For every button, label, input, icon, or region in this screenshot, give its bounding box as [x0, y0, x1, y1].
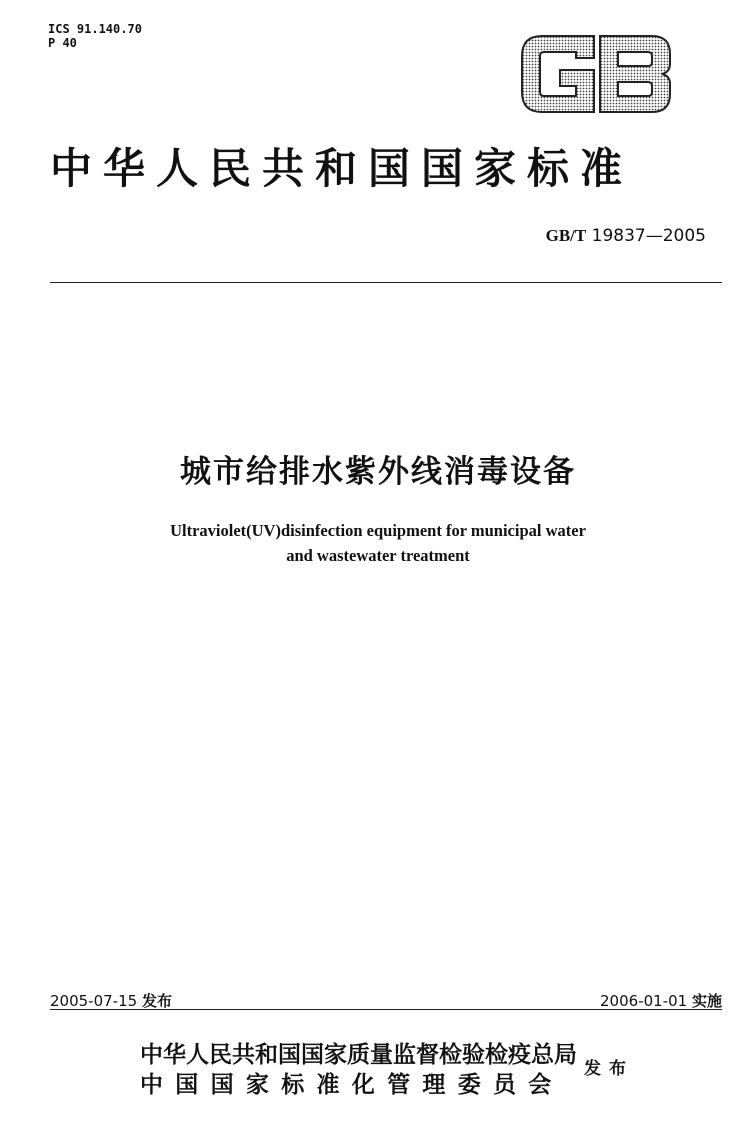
english-title [0, 518, 756, 568]
standard-number-value: 19837—2005 [591, 226, 706, 246]
implement-date [600, 990, 722, 1011]
bottom-divider [50, 1009, 722, 1010]
gb-logo [516, 30, 676, 118]
national-standard-heading: 中华人民共和国国家标准 [50, 144, 634, 193]
issuer-line-2: 中国国家标准化管理委员会 [140, 1071, 564, 1098]
chinese-title: 城市给排水紫外线消毒设备 [180, 454, 576, 490]
issuer-line-1: 中华人民共和国国家质量监督检验检疫总局 [140, 1041, 577, 1068]
publish-date-label: 发布 [141, 992, 172, 1010]
standard-number [546, 226, 706, 246]
english-title-line1: Ultraviolet(UV)disinfection equipment for municipal water [170, 521, 586, 540]
publish-date [50, 990, 172, 1011]
ccs-code: P 40 [48, 36, 77, 50]
publish-date-value: 2005-07-15 [50, 992, 138, 1010]
english-title-line2: and wastewater treatment [286, 546, 470, 565]
issuer-publish-label: 发布 [584, 1059, 634, 1079]
standard-number-prefix: GB/T [545, 226, 587, 245]
ics-code: ICS 91.140.70 [48, 22, 142, 36]
top-divider [50, 282, 722, 283]
implement-date-value: 2006-01-01 [600, 992, 688, 1010]
implement-date-label: 实施 [691, 992, 722, 1010]
